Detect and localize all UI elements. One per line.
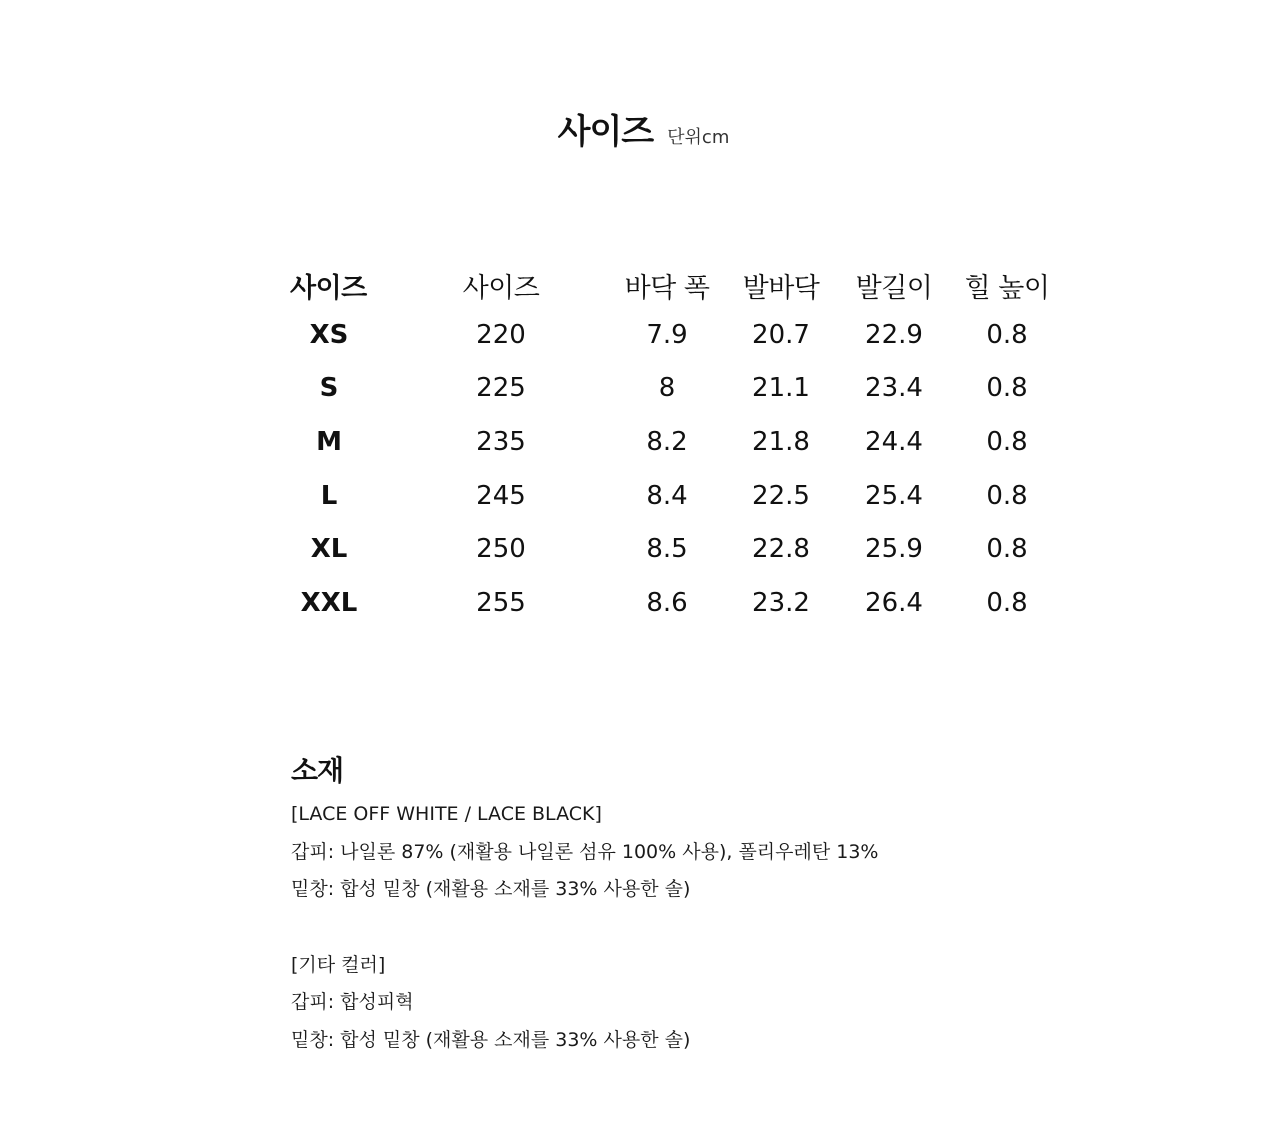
material-sole: 밑창: 합성 밑창 (재활용 소재를 33% 사용한 솔) — [291, 1028, 691, 1051]
heel-height-value: 0.8 — [986, 480, 1028, 511]
table-row — [270, 576, 1068, 630]
foot-length-value: 23.4 — [865, 373, 923, 404]
spacer — [291, 909, 1051, 947]
heel-height-value: 0.8 — [986, 534, 1028, 565]
header-heel-height: 힐 높이 — [964, 272, 1050, 304]
sole-width-value: 8.4 — [646, 480, 688, 511]
footbed-value: 21.8 — [752, 426, 810, 457]
table-row — [270, 469, 1068, 523]
table-header-row — [270, 262, 1068, 308]
sole-width-value: 8.2 — [646, 426, 688, 457]
size-label: L — [320, 480, 338, 511]
sole-width-value: 7.9 — [646, 319, 688, 350]
header-size: 사이즈 — [462, 272, 540, 304]
header-size-label: 사이즈 — [290, 272, 367, 304]
footbed-value: 20.7 — [752, 319, 810, 350]
sole-width-value: 8.6 — [646, 587, 688, 618]
foot-length-value: 25.4 — [865, 480, 923, 511]
footbed-value: 21.1 — [752, 373, 810, 404]
foot-length-value: 26.4 — [865, 587, 923, 618]
heel-height-value: 0.8 — [986, 426, 1028, 457]
size-value: 255 — [476, 587, 526, 618]
size-value: 245 — [476, 480, 526, 511]
material-upper: 갑피: 나일론 87% (재활용 나일론 섬유 100% 사용), 폴리우레탄 13% — [291, 840, 879, 863]
size-value: 250 — [476, 534, 526, 565]
size-label: XL — [310, 534, 348, 565]
size-value: 225 — [476, 373, 526, 404]
table-row — [270, 522, 1068, 576]
table-row — [270, 308, 1068, 362]
material-heading: 소재 — [291, 754, 344, 787]
sole-width-value: 8 — [658, 373, 676, 404]
heel-height-value: 0.8 — [986, 373, 1028, 404]
unit-label: 단위cm — [667, 127, 730, 148]
heel-height-value: 0.8 — [986, 587, 1028, 618]
size-label: M — [316, 426, 342, 457]
table-row — [270, 362, 1068, 416]
material-upper: 갑피: 합성피혁 — [291, 991, 414, 1013]
material-group-title: [기타 컬러] — [291, 953, 386, 976]
heel-height-value: 0.8 — [986, 319, 1028, 350]
size-title: 사이즈 — [557, 112, 654, 152]
sole-width-value: 8.5 — [646, 534, 688, 565]
header-foot-length: 발길이 — [855, 272, 933, 304]
size-chart-table — [270, 262, 1068, 630]
size-label: S — [319, 373, 339, 404]
foot-length-value: 24.4 — [865, 426, 923, 457]
header-footbed: 발바닥 — [742, 272, 820, 304]
material-section — [291, 752, 1051, 1059]
footbed-value: 23.2 — [752, 587, 810, 618]
material-sole: 밑창: 합성 밑창 (재활용 소재를 33% 사용한 솔) — [291, 878, 691, 900]
material-group-title: [LACE OFF WHITE / LACE BLACK] — [291, 803, 602, 825]
size-label: XS — [309, 319, 349, 350]
header-sole-width: 바닥 폭 — [624, 272, 710, 304]
foot-length-value: 22.9 — [865, 319, 923, 350]
table-row — [270, 415, 1068, 469]
size-value: 220 — [476, 319, 526, 350]
size-value: 235 — [476, 426, 526, 457]
page-title — [0, 104, 1287, 153]
foot-length-value: 25.9 — [865, 534, 923, 565]
footbed-value: 22.8 — [752, 534, 810, 565]
footbed-value: 22.5 — [752, 480, 810, 511]
size-label: XXL — [300, 587, 358, 618]
